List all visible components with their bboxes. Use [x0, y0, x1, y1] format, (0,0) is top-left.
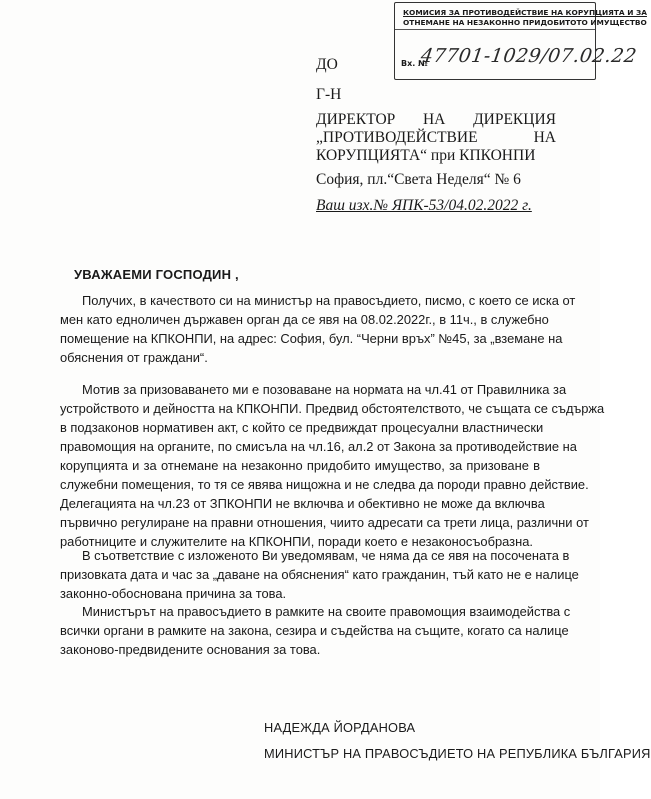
address-word: НА [533, 129, 556, 146]
paragraph-line: Мотив за призоваването ми е позоваване на нормата на чл.41 от Правилника за [82, 382, 567, 397]
body-paragraph-3 [60, 546, 579, 603]
paragraph-line: законно-обоснована причина за това. [60, 586, 287, 601]
signatory-name: НАДЕЖДА ЙОРДАНОВА [264, 720, 416, 735]
paragraph-line: корупцията и за отнемане на незаконно придобито имущество, за призоване в [60, 458, 540, 473]
paragraph-line: призовката дата и час за „даване на обяснения“ като гражданин, тъй като не е налице [60, 567, 579, 582]
signatory-title: МИНИСТЪР НА ПРАВОСЪДИЕТО НА РЕПУБЛИКА БЪЛГАРИЯ [264, 746, 651, 761]
paragraph-line: В съответствие с изложеното Ви уведомявам, че няма да се явя на посочената в [82, 548, 570, 563]
stamp-institution-line-1: КОМИСИЯ ЗА ПРОТИВОДЕЙСТВИЕ НА КОРУПЦИЯТА И ЗА [403, 8, 647, 17]
stamp-institution-line-2: ОТНЕМАНЕ НА НЕЗАКОННО ПРИДОБИТОТО ИМУЩЕСТВО [403, 18, 647, 27]
address-to: ДО [316, 56, 338, 73]
address-word: ДИРЕКТОР [316, 111, 396, 128]
address-recipient-line-2 [316, 129, 556, 147]
address-recipient-line-1 [316, 111, 556, 129]
paragraph-line: законово-предвидените основания за това. [60, 642, 321, 657]
address-city: София, пл.“Света Неделя“ № 6 [316, 171, 521, 188]
address-word: ДИРЕКЦИЯ [473, 111, 556, 128]
paragraph-line: всички органи в рамките на закона, сезира и съдейства на същите, когато са налице [60, 623, 569, 638]
stamp-registration-number: 47701-1029/07.02.22 [419, 45, 639, 67]
paragraph-line: работниците и служителите на КПКОНПИ, поради което е незаконосъобразна. [60, 534, 533, 549]
stamp-prefix: Вх. № [401, 59, 428, 68]
paragraph-line: мен като едноличен държавен орган да се явя на 08.02.2022г., в 11ч., в служебно [60, 312, 549, 327]
address-word: НА [422, 111, 446, 128]
paragraph-line: устройството и дейността на КПКОНПИ. Предвид обстоятелството, че същата се съдържа [60, 401, 605, 416]
address-reference: Ваш изх.№ ЯПК-53/04.02.2022 г. [316, 197, 532, 214]
paragraph-line: в подзаконов нормативен акт, с който се предвиждат процесуални властнически [60, 420, 544, 435]
registry-stamp [394, 2, 647, 80]
paragraph-line: обяснения от граждани“. [60, 350, 208, 365]
body-paragraph-1 [60, 291, 576, 367]
stamp-divider [395, 29, 595, 30]
paragraph-line: служебни помещения, то тя се явява нищожна и не следва да породи правно действие. [60, 477, 589, 492]
paragraph-line: помещение на КПКОНПИ, на адрес: София, бул. “Черни връх” №45, за „вземане на [60, 331, 563, 346]
salutation: УВАЖАЕМИ ГОСПОДИН , [74, 267, 239, 282]
address-title: Г-Н [316, 86, 342, 103]
paragraph-line: Получих, в качеството си на министър на правосъдието, писмо, с което се иска от [82, 293, 576, 308]
address-word: „ПРОТИВОДЕЙСТВИЕ [316, 129, 478, 146]
paragraph-line: първично регулиране на правни отношения, чиито адресати са трети лица, различни от [60, 515, 589, 530]
paragraph-line: правомощия на органите, по смисъла на чл.16, ал.2 от Закона за противодействие на [60, 439, 577, 454]
body-paragraph-4 [60, 602, 571, 659]
paragraph-line: Министърът на правосъдието в рамките на своите правомощия взаимодейства с [82, 604, 571, 619]
paragraph-line: Делегацията на чл.23 от ЗПКОНПИ не включва и обективно не може да включва [60, 496, 545, 511]
address-recipient-line-3: КОРУПЦИЯТА“ при КПКОНПИ [316, 147, 536, 164]
body-paragraph-2 [60, 380, 605, 551]
